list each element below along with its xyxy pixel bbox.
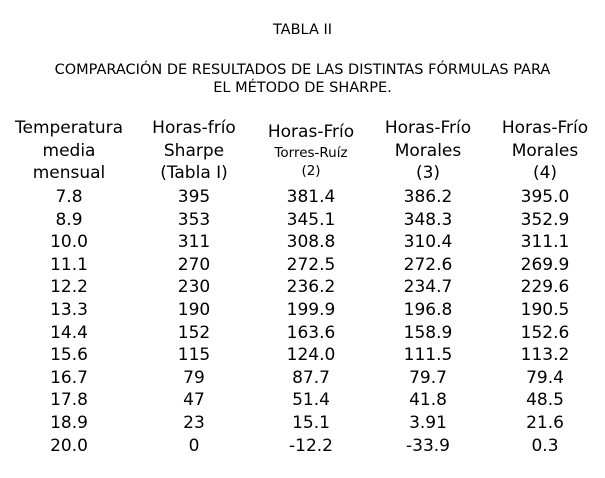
table-cell: 11.1 xyxy=(50,254,88,275)
header-line: (4) xyxy=(532,163,558,183)
table-cell: 124.0 xyxy=(286,345,336,366)
table-cell: -33.9 xyxy=(406,435,450,456)
table-cell: 14.4 xyxy=(50,322,88,343)
header-line: (2) xyxy=(301,162,321,179)
column-values xyxy=(136,186,252,457)
header-line: media xyxy=(42,140,96,161)
caption-line-1: COMPARACIÓN DE RESULTADOS DE LAS DISTINTAS FÓRMULAS PARA xyxy=(54,62,551,78)
header-line: Morales xyxy=(511,140,579,161)
table-cell: 190.5 xyxy=(520,299,570,320)
table-cell: 16.7 xyxy=(50,367,88,388)
header-line: Torres-Ruíz xyxy=(274,144,348,161)
table-cell: 15.1 xyxy=(292,412,330,433)
table-cell: 8.9 xyxy=(55,209,83,230)
table-cell: 18.9 xyxy=(50,412,88,433)
table-cell: 12.2 xyxy=(50,277,88,298)
table-cell: 111.5 xyxy=(403,345,453,366)
table-cell: 113.2 xyxy=(520,345,570,366)
table-cell: 23 xyxy=(183,412,205,433)
table-cell: 0.3 xyxy=(531,435,559,456)
table-cell: -12.2 xyxy=(289,435,333,456)
table-cell: 236.2 xyxy=(286,277,336,298)
table-cell: 87.7 xyxy=(292,367,330,388)
table-cell: 7.8 xyxy=(55,187,83,207)
table-cell: 3.91 xyxy=(409,412,447,433)
table-cell: 353 xyxy=(177,209,211,230)
table-cell: 115 xyxy=(177,345,211,366)
table-cell: 21.6 xyxy=(526,412,564,433)
table-cell: 386.2 xyxy=(403,187,453,207)
table-cell: 395 xyxy=(177,187,211,207)
table-cell: 79.4 xyxy=(526,367,564,388)
table-cell: 230 xyxy=(177,277,211,298)
table-cell: 79 xyxy=(183,367,205,388)
header-line: Temperatura xyxy=(14,118,124,138)
column-values xyxy=(254,186,368,457)
table-cell: 163.6 xyxy=(286,322,336,343)
table-cell: 348.3 xyxy=(403,209,453,230)
table-cell: 190 xyxy=(177,299,211,320)
column-header xyxy=(4,117,134,185)
table-cell: 152 xyxy=(177,322,211,343)
table-cell: 395.0 xyxy=(520,187,570,207)
table-caption xyxy=(0,61,605,97)
table-cell: 196.8 xyxy=(403,299,453,320)
header-line: (Tabla I) xyxy=(160,163,228,183)
table-cell: 311 xyxy=(177,232,211,253)
table-cell: 20.0 xyxy=(50,435,88,456)
column-header xyxy=(488,117,602,185)
header-line: mensual xyxy=(32,163,106,183)
table-cell: 13.3 xyxy=(50,299,88,320)
table-cell: 345.1 xyxy=(286,209,336,230)
table-cell: 41.8 xyxy=(409,390,447,411)
table-cell: 352.9 xyxy=(520,209,570,230)
header-line: (3) xyxy=(415,163,441,183)
table-number: TABLA II xyxy=(272,22,333,38)
table-cell: 311.1 xyxy=(520,232,570,253)
table-cell: 15.6 xyxy=(50,345,88,366)
table-cell: 158.9 xyxy=(403,322,453,343)
column-header xyxy=(136,117,252,185)
caption-line-2: EL MÉTODO DE SHARPE. xyxy=(213,80,392,96)
table-cell: 48.5 xyxy=(526,390,564,411)
table-cell: 234.7 xyxy=(403,277,453,298)
table-cell: 199.9 xyxy=(286,299,336,320)
table-cell: 308.8 xyxy=(286,232,336,253)
column-values xyxy=(371,186,485,457)
table-cell: 79.7 xyxy=(409,367,447,388)
table-cell: 47 xyxy=(183,390,205,411)
table-cell: 0 xyxy=(188,435,200,456)
column-header xyxy=(371,117,485,185)
table-cell: 229.6 xyxy=(520,277,570,298)
table-cell: 10.0 xyxy=(50,232,88,253)
column-values xyxy=(488,186,602,457)
column-header xyxy=(254,121,368,180)
header-line: Horas-Frío xyxy=(384,118,472,138)
table-cell: 272.5 xyxy=(286,254,336,275)
table-cell: 272.6 xyxy=(403,254,453,275)
table-cell: 269.9 xyxy=(520,254,570,275)
header-line: Morales xyxy=(394,140,462,161)
table-cell: 152.6 xyxy=(520,322,570,343)
header-line: Horas-frío xyxy=(152,118,236,138)
table-cell: 310.4 xyxy=(403,232,453,253)
header-line: Sharpe xyxy=(163,140,225,161)
table-cell: 51.4 xyxy=(292,390,330,411)
header-line: Horas-Frío xyxy=(267,122,355,142)
column-values xyxy=(4,186,134,457)
table-cell: 381.4 xyxy=(286,187,336,207)
header-line: Horas-Frío xyxy=(501,118,589,138)
table-cell: 17.8 xyxy=(50,390,88,411)
table-cell: 270 xyxy=(177,254,211,275)
